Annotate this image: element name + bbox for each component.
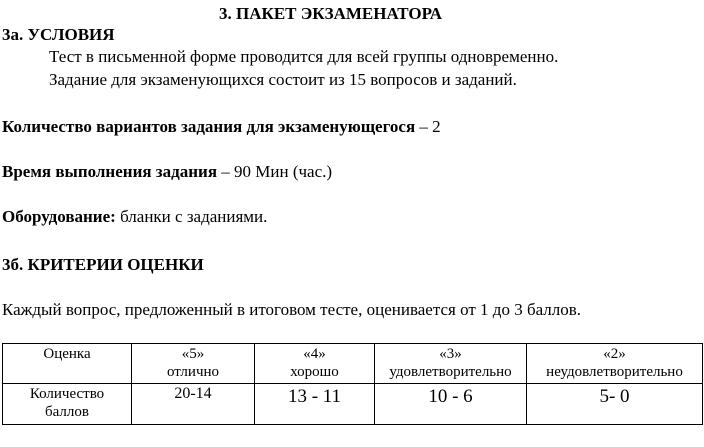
table-cell-grade-5: «5» отлично — [132, 344, 255, 384]
table-cell-score-2: 5- 0 — [527, 384, 703, 425]
section-b-heading: 3б. КРИТЕРИИ ОЦЕНКИ — [2, 255, 204, 274]
variants-label: Количество вариантов задания для экзаменующегося — [2, 117, 416, 136]
table-cell-score-label: Количество баллов — [3, 384, 132, 425]
table-cell-score-5: 20-14 — [132, 384, 255, 425]
condition-text: Тест в письменной форме проводится для всей группы одновременно. — [49, 47, 559, 66]
equipment-value: бланки с заданиями. — [115, 207, 268, 226]
table-cell-score-4: 13 - 11 — [255, 384, 375, 425]
table-cell-grade-2: «2» неудовлетворительно — [527, 344, 703, 384]
grade-table — [2, 343, 703, 425]
duration-line — [2, 162, 332, 182]
table-cell-score-3: 10 - 6 — [375, 384, 527, 425]
variants-value: – 2 — [415, 117, 441, 136]
duration-label: Время выполнения задания — [2, 162, 218, 181]
criteria-intro: Каждый вопрос, предложенный в итоговом тесте, оценивается от 1 до 3 баллов. — [2, 300, 582, 319]
equipment-label: Оборудование: — [2, 207, 116, 226]
equipment-line — [2, 207, 267, 227]
variants-line — [2, 117, 441, 137]
table-cell-grade-label: Оценка — [3, 344, 132, 384]
table-header-row — [3, 344, 703, 384]
duration-value: – 90 Мин (час.) — [217, 162, 333, 181]
section-a-heading: 3а. УСЛОВИЯ — [2, 25, 115, 44]
table-row — [3, 384, 703, 425]
page-title: 3. ПАКЕТ ЭКЗАМЕНАТОРА — [219, 4, 443, 23]
table-cell-grade-3: «3» удовлетворительно — [375, 344, 527, 384]
table-cell-grade-4: «4» хорошо — [255, 344, 375, 384]
condition-text: Задание для экзаменующихся состоит из 15 вопросов и заданий. — [49, 70, 517, 89]
